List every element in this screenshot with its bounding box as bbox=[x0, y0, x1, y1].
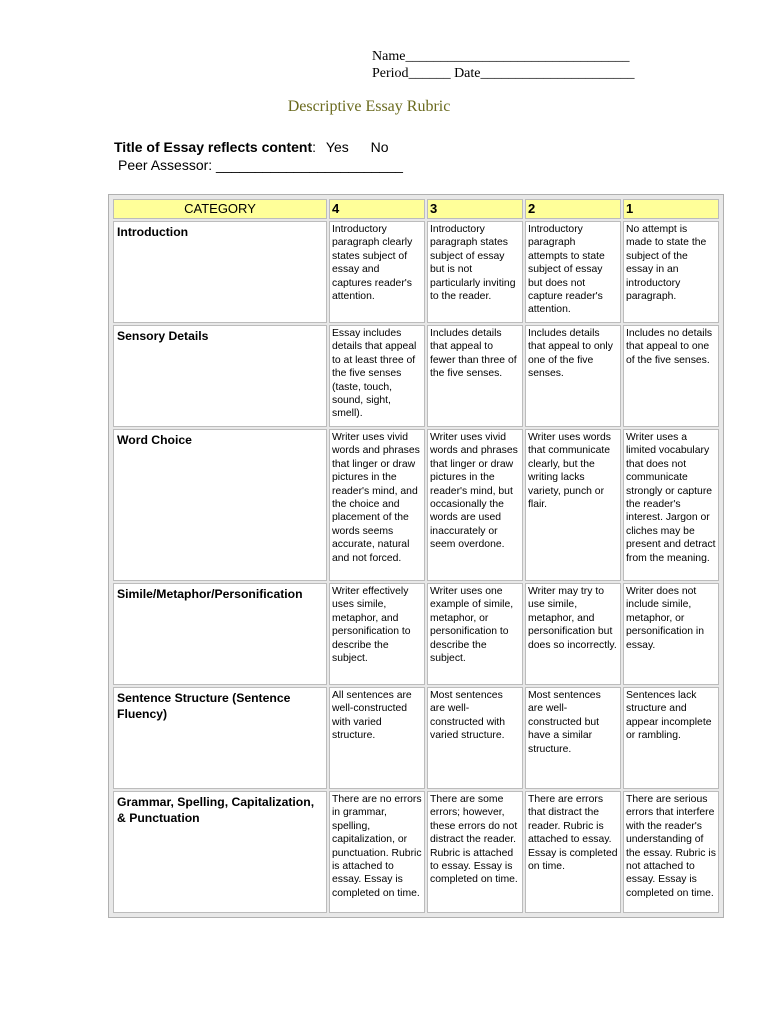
criteria-cell: There are some errors; however, these errors do not distract the reader. Rubric is attached to essay. Essay is completed on time. bbox=[427, 791, 523, 913]
name-blank[interactable]: ________________________________ bbox=[405, 49, 630, 64]
category-cell: Introduction bbox=[113, 221, 327, 323]
essay-title-check bbox=[114, 139, 389, 155]
criteria-cell: Introductory paragraph clearly states subject of essay and captures reader's attention. bbox=[329, 221, 425, 323]
criteria-cell: There are serious errors that interfere with the reader's understanding of the essay. Rubric is not attached to essay. Essay is completed on time. bbox=[623, 791, 719, 913]
criteria-cell: No attempt is made to state the subject of the essay in an introductory paragraph. bbox=[623, 221, 719, 323]
rubric-table-frame bbox=[108, 194, 724, 918]
criteria-cell: Writer uses vivid words and phrases that linger or draw pictures in the reader's mind, but occasionally the words are used inaccurately or seem overdone. bbox=[427, 429, 523, 581]
header-category: CATEGORY bbox=[113, 199, 327, 219]
criteria-cell: Introductory paragraph states subject of essay but is not particularly inviting to the reader. bbox=[427, 221, 523, 323]
essay-title-label: Title of Essay reflects content bbox=[114, 139, 313, 155]
criteria-cell: Essay includes details that appeal to at least three of the five senses (taste, touch, sound, sight, smell). bbox=[329, 325, 425, 427]
essay-title-colon: : bbox=[312, 139, 317, 155]
category-cell: Sentence Structure (Sentence Fluency) bbox=[113, 687, 327, 789]
criteria-cell: Most sentences are well-constructed but have a similar structure. bbox=[525, 687, 621, 789]
criteria-cell: Includes details that appeal to fewer than three of the five senses. bbox=[427, 325, 523, 427]
header-score-4: 4 bbox=[329, 199, 425, 219]
criteria-cell: All sentences are well-constructed with varied structure. bbox=[329, 687, 425, 789]
category-cell: Grammar, Spelling, Capitalization, & Punctuation bbox=[113, 791, 327, 913]
name-line bbox=[372, 48, 635, 65]
criteria-cell: Writer uses words that communicate clearly, but the writing lacks variety, punch or flair. bbox=[525, 429, 621, 581]
category-cell: Simile/Metaphor/Personification bbox=[113, 583, 327, 685]
period-date-line bbox=[372, 65, 635, 82]
category-cell: Sensory Details bbox=[113, 325, 327, 427]
rubric-row-sensory-details bbox=[113, 325, 719, 427]
criteria-cell: Writer uses a limited vocabulary that does not communicate strongly or capture the reader's interest. Jargon or cliches may be present and detract from the meaning. bbox=[623, 429, 719, 581]
header-score-3: 3 bbox=[427, 199, 523, 219]
page-title: Descriptive Essay Rubric bbox=[287, 98, 451, 115]
criteria-cell: Sentences lack structure and appear incomplete or rambling. bbox=[623, 687, 719, 789]
criteria-cell: Writer uses one example of simile, metaphor, or personification to describe the subject. bbox=[427, 583, 523, 685]
rubric-row-introduction bbox=[113, 221, 719, 323]
criteria-cell: Most sentences are well-constructed with varied structure. bbox=[427, 687, 523, 789]
date-blank[interactable]: ______________________ bbox=[480, 66, 635, 81]
peer-assessor-blank[interactable]: ________________________ bbox=[216, 157, 403, 173]
criteria-cell: There are errors that distract the reader. Rubric is attached to essay. Essay is completed on time. bbox=[525, 791, 621, 913]
rubric-header-row bbox=[113, 199, 719, 219]
rubric-row-sentence-structure bbox=[113, 687, 719, 789]
rubric-table bbox=[111, 197, 721, 915]
period-label: Period bbox=[372, 66, 409, 81]
criteria-cell: Includes no details that appeal to one of the five senses. bbox=[623, 325, 719, 427]
header-score-1: 1 bbox=[623, 199, 719, 219]
criteria-cell: There are no errors in grammar, spelling, capitalization, or punctuation. Rubric is attached to essay. Essay is completed on time. bbox=[329, 791, 425, 913]
category-cell: Word Choice bbox=[113, 429, 327, 581]
date-label: Date bbox=[454, 66, 481, 81]
rubric-row-word-choice bbox=[113, 429, 719, 581]
student-info-header bbox=[372, 48, 635, 82]
period-blank[interactable]: ______ bbox=[408, 66, 451, 81]
criteria-cell: Writer effectively uses simile, metaphor, and personification to describe the subject. bbox=[329, 583, 425, 685]
rubric-row-grammar bbox=[113, 791, 719, 913]
peer-assessor-line bbox=[118, 157, 403, 173]
criteria-cell: Includes details that appeal to only one of the five senses. bbox=[525, 325, 621, 427]
peer-assessor-label: Peer Assessor: bbox=[118, 157, 213, 173]
criteria-cell: Writer uses vivid words and phrases that linger or draw pictures in the reader's mind, and the choice and placement of the words seems accurate, natural and not forced. bbox=[329, 429, 425, 581]
option-yes[interactable]: Yes bbox=[325, 139, 349, 155]
rubric-row-simile-metaphor bbox=[113, 583, 719, 685]
criteria-cell: Introductory paragraph attempts to state subject of essay but does not capture reader's attention. bbox=[525, 221, 621, 323]
criteria-cell: Writer does not include simile, metaphor, or personification in essay. bbox=[623, 583, 719, 685]
criteria-cell: Writer may try to use simile, metaphor, and personification but does so incorrectly. bbox=[525, 583, 621, 685]
name-label: Name bbox=[372, 49, 406, 64]
option-no[interactable]: No bbox=[370, 139, 389, 155]
header-score-2: 2 bbox=[525, 199, 621, 219]
